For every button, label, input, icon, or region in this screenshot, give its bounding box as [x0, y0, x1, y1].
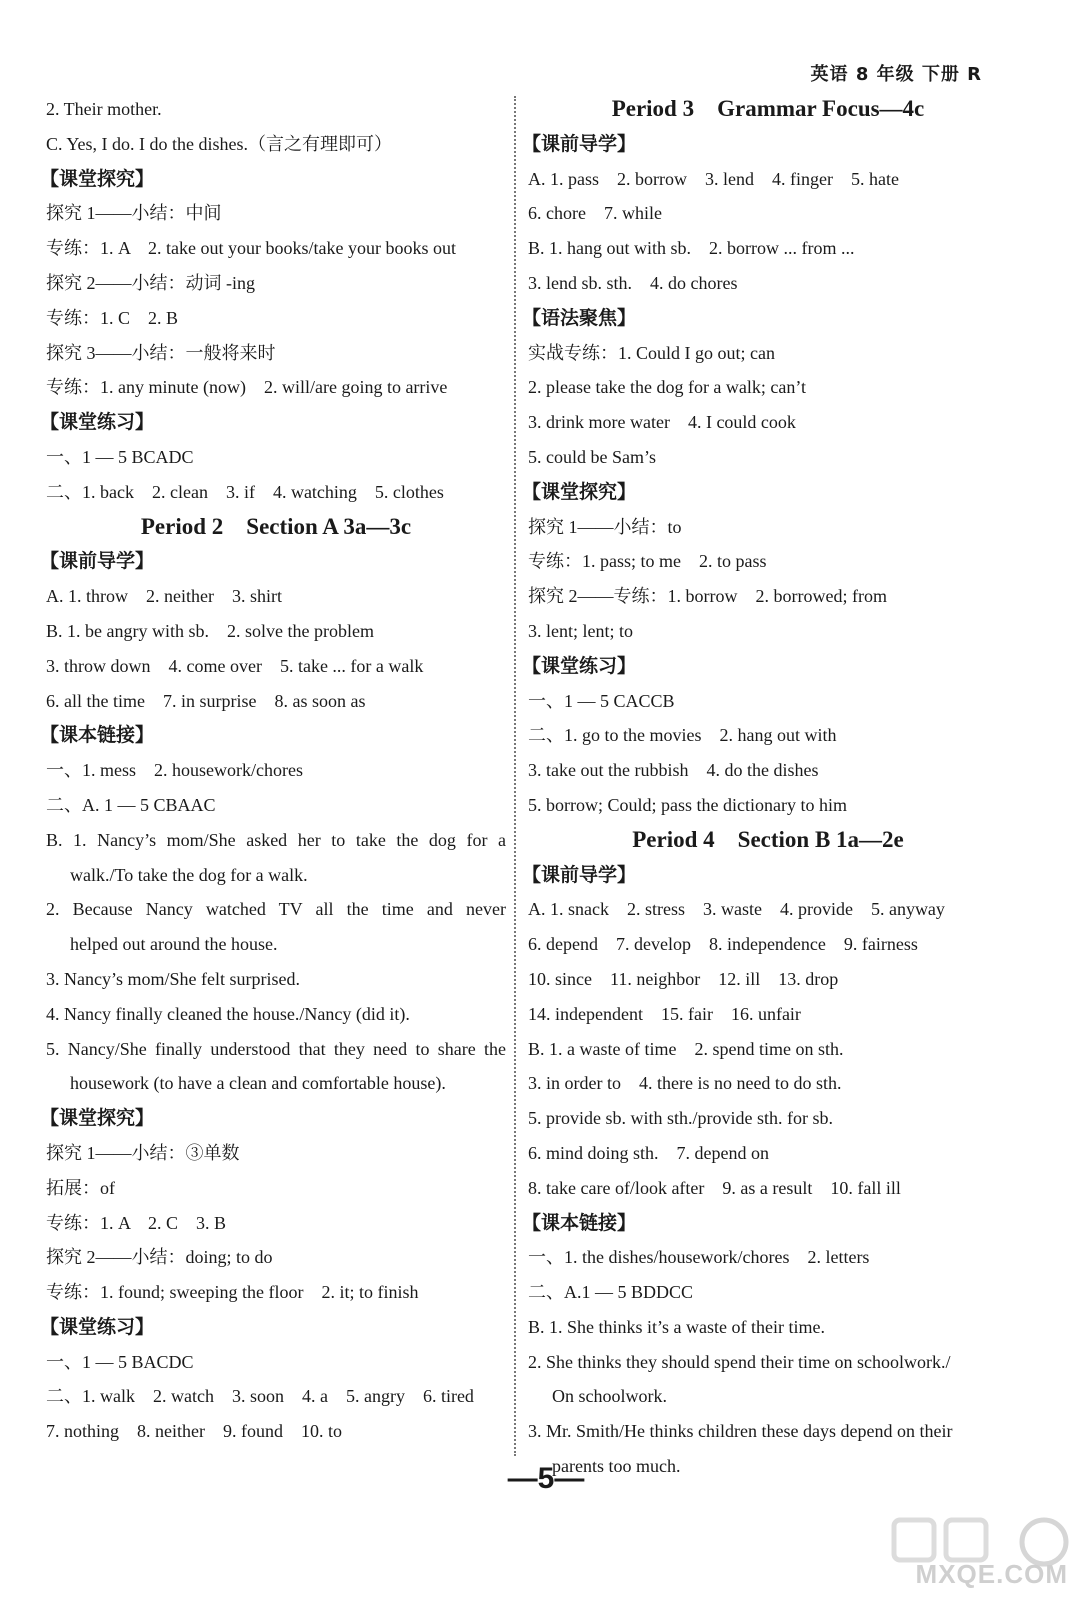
left-line: 探究 1——小结：③单数 — [46, 1142, 240, 1163]
left-line: B. 1. be angry with sb. 2. solve the problem — [46, 620, 374, 641]
right-period-title: Period 4 Section B 1a—2e — [632, 826, 904, 852]
right-line: 一、1. the dishes/housework/chores 2. letters — [528, 1247, 870, 1268]
left-line: 2. Their mother. — [46, 99, 162, 119]
right-line: B. 1. hang out with sb. 2. borrow ... from ... — [528, 238, 855, 259]
left-line: 专练：1. A 2. C 3. B — [46, 1212, 227, 1233]
right-line: 一、1 — 5 CACCB — [528, 690, 675, 711]
left-line-continued: housework (to have a clean and comfortable house). — [70, 1073, 446, 1094]
left-line: 专练：1. C 2. B — [46, 307, 179, 328]
right-line: B. 1. a waste of time 2. spend time on sth. — [528, 1038, 844, 1059]
right-line: A. 1. pass 2. borrow 3. lend 4. finger 5. hate — [528, 168, 899, 189]
right-line: 3. lent; lent; to — [528, 620, 633, 641]
right-line: 3. in order to 4. there is no need to do sth. — [528, 1073, 842, 1094]
left-line: 3. Nancy’s mom/She felt surprised. — [46, 968, 300, 989]
left-line: 一、1 — 5 BCADC — [46, 446, 194, 467]
right-line: 3. lend sb. sth. 4. do chores — [528, 272, 738, 293]
right-line-continued: parents too much. — [552, 1456, 681, 1477]
right-line: A. 1. snack 2. stress 3. waste 4. provide 5. anyway — [528, 899, 945, 920]
left-line: A. 1. throw 2. neither 3. shirt — [46, 586, 282, 607]
left-section-heading: 【课堂练习】 — [40, 411, 155, 434]
left-line: 专练：1. A 2. take out your books/take your books out — [46, 238, 456, 259]
left-line: 专练：1. found; sweeping the floor 2. it; to finish — [46, 1282, 419, 1303]
right-line: 实战专练：1. Could I go out; can — [528, 342, 775, 363]
page-number: —5— — [507, 1462, 585, 1495]
right-line: 8. take care of/look after 9. as a result 10. fall ill — [528, 1177, 901, 1198]
column-divider — [514, 96, 516, 1456]
left-section-heading: 【课堂探究】 — [40, 1107, 155, 1130]
left-line: 探究 2——小结：动词 -ing — [46, 272, 255, 293]
left-line: 二、1. walk 2. watch 3. soon 4. a 5. angry 6. tired — [46, 1386, 474, 1407]
left-line: 探究 1——小结：中间 — [46, 203, 222, 224]
left-section-heading: 【课本链接】 — [40, 724, 155, 747]
right-line: 3. drink more water 4. I could cook — [528, 412, 796, 433]
left-line: 一、1 — 5 BACDC — [46, 1351, 194, 1372]
right-line: 探究 1——小结：to — [528, 516, 682, 537]
left-line: 7. nothing 8. neither 9. found 10. to — [46, 1421, 342, 1442]
right-line: 探究 2——专练：1. borrow 2. borrowed; from — [528, 586, 887, 607]
left-section-heading: 【课前导学】 — [40, 550, 155, 573]
page-header: 英语 8 年级 下册 R — [810, 64, 982, 85]
left-line: 二、A. 1 — 5 CBAAC — [46, 794, 216, 815]
right-line: 10. since 11. neighbor 12. ill 13. drop — [528, 968, 839, 989]
left-line: 专练：1. any minute (now) 2. will/are going to arrive — [46, 377, 448, 398]
right-section-heading: 【课前导学】 — [522, 132, 637, 155]
watermark-text: MXQE.COM — [915, 1559, 1068, 1589]
left-line: 探究 2——小结：doing; to do — [46, 1247, 273, 1268]
right-line: 二、A.1 — 5 BDDCC — [528, 1282, 694, 1303]
right-line: 专练：1. pass; to me 2. to pass — [528, 551, 767, 572]
right-line: 二、1. go to the movies 2. hang out with — [528, 725, 837, 746]
right-section-heading: 【课堂练习】 — [522, 654, 637, 677]
left-line: C. Yes, I do. I do the dishes.（言之有理即可） — [46, 133, 393, 154]
left-line-continued: walk./To take the dog for a walk. — [70, 864, 308, 885]
right-line: 2. please take the dog for a walk; can’t — [528, 377, 807, 398]
right-line: 2. She thinks they should spend their time on schoolwork./ — [528, 1351, 951, 1372]
right-line: 5. could be Sam’s — [528, 446, 656, 467]
left-line: 拓展：of — [46, 1177, 115, 1198]
left-line: 2. Because Nancy watched TV all the time and never — [46, 899, 506, 920]
right-line-continued: On schoolwork. — [552, 1386, 667, 1407]
left-line: 探究 3——小结：一般将来时 — [46, 342, 276, 363]
right-section-heading: 【课本链接】 — [522, 1211, 637, 1234]
right-line: 6. depend 7. develop 8. independence 9. fairness — [528, 934, 918, 955]
left-line: 5. Nancy/She finally understood that they need to share the — [46, 1038, 506, 1059]
right-line: 5. provide sb. with sth./provide sth. for sb. — [528, 1108, 833, 1129]
left-line: 6. all the time 7. in surprise 8. as soon as — [46, 690, 366, 711]
right-line: 6. mind doing sth. 7. depend on — [528, 1142, 769, 1163]
left-line: 3. throw down 4. come over 5. take ... for a walk — [46, 655, 424, 676]
left-period-title: Period 2 Section A 3a—3c — [140, 513, 412, 539]
left-line-continued: helped out around the house. — [70, 934, 278, 955]
left-line: 二、1. back 2. clean 3. if 4. watching 5. clothes — [46, 481, 444, 502]
right-line: 3. take out the rubbish 4. do the dishes — [528, 760, 819, 781]
right-section-heading: 【课堂探究】 — [522, 480, 637, 503]
right-section-heading: 【课前导学】 — [522, 863, 637, 886]
right-line: 14. independent 15. fair 16. unfair — [528, 1003, 801, 1024]
right-column — [522, 92, 1008, 1484]
right-line: 6. chore 7. while — [528, 203, 662, 224]
left-line: 4. Nancy finally cleaned the house./Nancy (did it). — [46, 1003, 410, 1024]
left-column — [40, 92, 506, 1449]
left-line: B. 1. Nancy’s mom/She asked her to take the dog for a — [46, 829, 506, 850]
right-section-heading: 【语法聚焦】 — [522, 306, 637, 329]
left-line: 一、1. mess 2. housework/chores — [46, 760, 303, 781]
left-section-heading: 【课堂练习】 — [40, 1315, 155, 1338]
left-section-heading: 【课堂探究】 — [40, 167, 155, 190]
right-line: 3. Mr. Smith/He thinks children these days depend on their — [528, 1421, 953, 1442]
right-period-title: Period 3 Grammar Focus—4c — [611, 96, 925, 121]
right-line: 5. borrow; Could; pass the dictionary to him — [528, 794, 847, 815]
right-line: B. 1. She thinks it’s a waste of their time. — [528, 1316, 825, 1337]
